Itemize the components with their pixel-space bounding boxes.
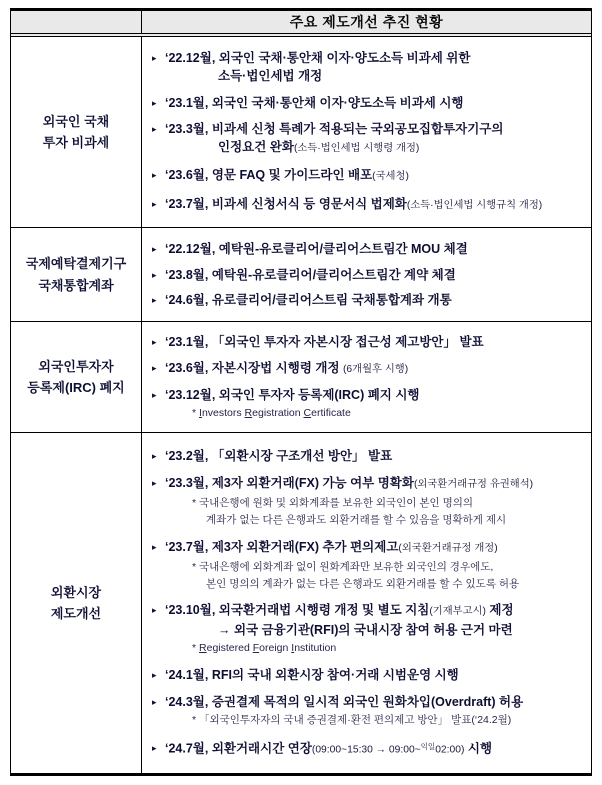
text-segment: R [244, 406, 253, 419]
item-line [152, 359, 589, 379]
text-segment: ‘23.3월, 비과세 신청 특례가 적용되는 국외공모집합투자기구의 [165, 121, 504, 136]
category-label: 국채통합계좌 [38, 277, 114, 293]
item-line [152, 120, 589, 138]
timeline-item [152, 120, 589, 158]
text-segment: ‘23.6월, 자본시장법 시행령 개정 [165, 360, 343, 375]
text-segment: 본인 명의의 계좌가 없는 다른 은행과도 외환거래를 할 수 있도록 허용 [206, 577, 520, 590]
item-line [152, 666, 589, 684]
bullet-icon: ▸ [152, 97, 157, 108]
items-cell [142, 433, 591, 773]
footnote-line [192, 404, 589, 421]
text-segment: (기재부고시) [429, 606, 486, 618]
text-segment: nstitution [294, 642, 337, 655]
text-segment: ‘23.2월, 「외환시장 구조개선 방안」 발표 [165, 448, 393, 463]
progress-table [10, 8, 592, 776]
text-segment: oreign [259, 642, 292, 655]
timeline-item [152, 738, 589, 760]
item-line [152, 601, 589, 621]
category-label: 외국인 국채 [42, 113, 110, 129]
text-segment: ‘24.7월, 외환거래시간 연장 [165, 741, 312, 756]
bullet-icon: ▸ [152, 295, 157, 306]
category-cell [11, 37, 142, 227]
timeline-item [152, 49, 589, 85]
text-segment: R [199, 642, 207, 655]
text-segment: ‘23.7월, 제3자 외환거래(FX) 추가 편의제고 [165, 539, 399, 554]
text-segment: (국세청) [372, 171, 409, 183]
table-body [11, 37, 591, 773]
footnote-line [192, 711, 589, 728]
category-label: 외환시장 [50, 584, 102, 600]
bullet-icon: ▸ [152, 478, 157, 489]
text-segment: ‘23.10월, 외국환거래법 시행령 개정 및 별도 지침 [165, 603, 430, 618]
text-segment: ertificate [311, 406, 351, 419]
item-line [218, 621, 589, 639]
text-segment: ‘23.7월, 비과세 신청서식 등 영문서식 법제화 [165, 196, 407, 211]
text-segment: egistered [206, 642, 253, 655]
bullet-icon: ▸ [152, 269, 157, 280]
text-segment: (6개월후 시행) [343, 363, 409, 375]
timeline-item [152, 195, 589, 215]
text-segment: → 외국 금융기관(RFI)의 국내시장 참여 허용 근거 마련 [218, 623, 513, 638]
text-segment: (09:00~15:30 → 09:00~ [311, 744, 421, 756]
text-segment: ‘23.1월, 「외국인 투자자 자본시장 접근성 제고방안」 발표 [165, 335, 484, 350]
item-line [218, 138, 589, 158]
items-cell [142, 322, 591, 432]
timeline-item [152, 94, 589, 112]
category-label: 외국인투자자 [38, 358, 114, 374]
timeline-item [152, 601, 589, 656]
item-line [152, 693, 589, 711]
item-line [152, 386, 589, 404]
item-line [152, 266, 589, 284]
text-segment: 소득·법인세법 개정 [218, 69, 323, 84]
text-segment: ‘23.12월, 외국인 투자자 등록제(IRC) 폐지 시행 [165, 387, 420, 402]
category-label: 등록제(IRC) 폐지 [27, 380, 125, 395]
text-segment: ‘23.8월, 예탁원-유로클리어/클리어스트림간 계약 체결 [165, 267, 456, 282]
text-segment: I [291, 642, 295, 655]
item-line [152, 738, 589, 760]
timeline-item [152, 693, 589, 728]
text-segment: (소득·법인세법 시행령 개정) [293, 142, 420, 154]
footnote-line [192, 558, 589, 575]
timeline-item [152, 386, 589, 421]
item-line [152, 333, 589, 351]
text-segment: (소득·법인세법 시행규칙 개정) [406, 199, 543, 211]
item-line [152, 49, 589, 67]
timeline-item [152, 474, 589, 528]
text-segment: ‘24.6월, 유로클리어/클리어스트림 국채통합계좌 개통 [165, 293, 452, 308]
bullet-icon: ▸ [152, 389, 157, 400]
text-segment: * [192, 642, 200, 655]
text-segment: ‘22.12월, 외국인 국채·통안채 이자·양도소득 비과세 위한 [165, 51, 471, 66]
footnote-line [192, 639, 589, 656]
table-title: 주요 제도개선 추진 현황 [289, 14, 444, 30]
timeline-item [152, 291, 589, 309]
table-row [11, 322, 591, 433]
text-segment: 시행 [464, 741, 493, 756]
text-segment: nvestors [201, 406, 245, 419]
bullet-icon: ▸ [152, 450, 157, 461]
text-segment: F [252, 642, 260, 655]
text-segment: ‘24.3월, 증권결제 목적의 일시적 외국인 원화차입(Overdraft) 허용 [165, 695, 524, 710]
text-segment: 제정 [485, 603, 514, 618]
text-segment: C [303, 406, 312, 419]
bullet-icon: ▸ [152, 697, 157, 708]
timeline-item [152, 666, 589, 684]
item-line [152, 166, 589, 186]
bullet-icon: ▸ [152, 743, 157, 754]
bullet-icon: ▸ [152, 541, 157, 552]
item-line [152, 447, 589, 465]
items-cell [142, 228, 591, 321]
footnote-line [192, 494, 589, 511]
text-segment: * 국내은행에 원화 및 외화계좌를 보유한 외국인이 본인 명의의 [192, 497, 473, 510]
text-segment: ‘23.1월, 외국인 국채·통안채 이자·양도소득 비과세 시행 [165, 95, 464, 110]
timeline-item [152, 359, 589, 379]
item-line [218, 67, 589, 85]
timeline-item [152, 447, 589, 465]
category-label: 투자 비과세 [42, 135, 110, 150]
table-header-row [11, 11, 591, 37]
category-cell [11, 322, 142, 432]
bullet-icon: ▸ [152, 243, 157, 254]
timeline-item [152, 333, 589, 351]
text-segment: (외국환거래규정 개정) [398, 542, 498, 554]
category-cell [11, 228, 142, 321]
table-row [11, 37, 591, 228]
text-segment: ‘22.12월, 예탁원-유로클리어/클리어스트림간 MOU 체결 [165, 241, 468, 256]
timeline-item [152, 538, 589, 592]
bullet-icon: ▸ [152, 53, 157, 64]
text-segment: 02:00) [435, 744, 465, 756]
header-empty-cell [11, 11, 142, 33]
text-segment: (외국환거래규정 유권해석) [413, 479, 534, 491]
bullet-icon: ▸ [152, 362, 157, 373]
bullet-icon: ▸ [152, 170, 157, 181]
bullet-icon: ▸ [152, 605, 157, 616]
item-line [152, 240, 589, 258]
bullet-icon: ▸ [152, 123, 157, 134]
table-row [11, 228, 591, 322]
text-segment: * [192, 406, 200, 419]
timeline-item [152, 240, 589, 258]
items-cell [142, 37, 591, 227]
text-segment: * 「외국인투자자의 국내 증권결제·환전 편의제고 방안」 발표(‘24.2월) [192, 714, 512, 727]
text-segment: 익일 [420, 741, 436, 751]
bullet-icon: ▸ [152, 198, 157, 209]
category-label: 국제예탁결제기구 [25, 256, 127, 272]
bullet-icon: ▸ [152, 337, 157, 348]
text-segment: ‘23.3월, 제3자 외환거래(FX) 가능 여부 명확화 [165, 476, 414, 491]
timeline-item [152, 166, 589, 186]
item-line [152, 474, 589, 494]
text-segment: 계좌가 없는 다른 은행과도 외환거래를 할 수 있음을 명확하게 제시 [206, 514, 507, 527]
item-line [152, 195, 589, 215]
bullet-icon: ▸ [152, 669, 157, 680]
footnote-line [206, 511, 589, 528]
text-segment: 인정요건 완화 [218, 139, 294, 154]
text-segment: egistration [252, 406, 304, 419]
text-segment: I [199, 406, 202, 419]
footnote-line [206, 575, 589, 592]
text-segment: ‘24.1월, RFI의 국내 외환시장 참여·거래 시범운영 시행 [165, 667, 459, 682]
text-segment: * 국내은행에 외화계좌 없이 원화계좌만 보유한 외국인의 경우에도, [192, 560, 494, 573]
timeline-item [152, 266, 589, 284]
category-cell [11, 433, 142, 773]
category-label: 제도개선 [50, 606, 102, 621]
item-line [152, 94, 589, 112]
item-line [152, 538, 589, 558]
text-segment: ‘23.6월, 영문 FAQ 및 가이드라인 배포 [165, 168, 373, 183]
table-row [11, 433, 591, 773]
item-line [152, 291, 589, 309]
